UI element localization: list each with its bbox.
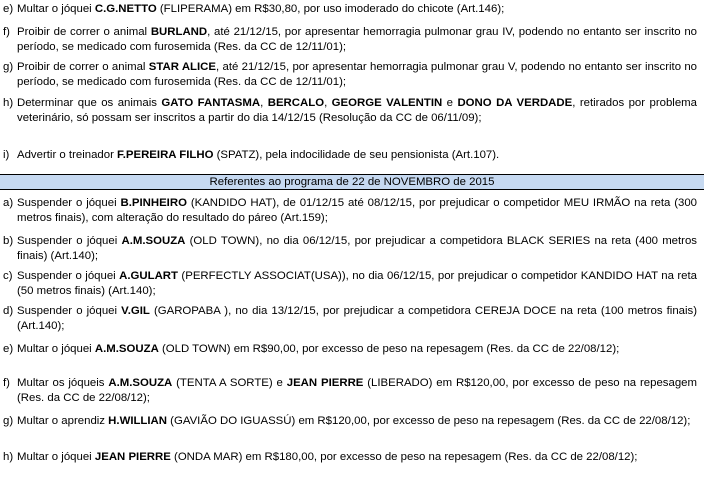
item-marker: i) (3, 149, 10, 161)
text-segment: (PERFECTLY ASSOCIAT(USA)), no dia 06/12/15, por prejudicar o competidor KANDIDO HAT na reta (50 metros finais) (Art.140); (17, 270, 698, 297)
item-text (17, 269, 697, 299)
text-segment: Suspender o jóquei (17, 270, 120, 282)
text-segment: Suspender o jóquei (17, 197, 121, 209)
text-segment: Multar o aprendiz (17, 415, 109, 427)
item-marker: h) (3, 451, 14, 463)
item-after-a (3, 196, 697, 226)
bold-name: JEAN PIERRE (94, 451, 171, 463)
item-marker: h) (3, 97, 14, 109)
text-segment: , (324, 97, 332, 109)
text-segment: (GAVIÃO DO IGUASSÚ) em R$120,00, por excesso de peso na repesagem (Res. da CC de 22/08/12); (167, 415, 691, 427)
item-text (17, 414, 697, 429)
text-segment: , até 21/12/15, por apresentar hemorragia pulmonar grau V, podendo no entanto ser inscrito no período, se medicado com furosemida (Res. da CC de 12/11/01); (17, 61, 698, 88)
item-text (17, 376, 697, 406)
item-after-c (3, 269, 697, 299)
text-segment: Multar o jóquei (17, 451, 95, 463)
text-segment: Advertir o treinador (17, 149, 118, 161)
text-segment: (FLIPERAMA) em R$30,80, por uso imoderado do chicote (Art.146); (156, 3, 505, 15)
item-before-i (3, 148, 697, 163)
item-marker: f) (3, 377, 10, 389)
bold-name: GEORGE VALENTIN (331, 97, 443, 109)
item-text (17, 25, 697, 55)
item-marker: c) (3, 270, 13, 282)
item-text (17, 96, 697, 126)
item-marker: e) (3, 3, 14, 15)
item-marker: a) (3, 197, 14, 209)
item-marker: g) (3, 415, 14, 427)
text-segment: Suspender o jóquei (17, 305, 122, 317)
bold-name: V.GIL (121, 305, 150, 317)
text-segment: Suspender o jóquei (17, 235, 122, 247)
text-segment: Multar o jóquei (17, 3, 95, 15)
text-segment: Determinar que os animais (17, 97, 162, 109)
bold-name: DONO DA VERDADE (457, 97, 573, 109)
bold-name: F.PEREIRA FILHO (117, 149, 214, 161)
item-after-e (3, 342, 697, 357)
bold-name: BERCALO (267, 97, 325, 109)
bold-name: A.GULART (119, 270, 178, 282)
item-marker: b) (3, 235, 14, 247)
item-text (17, 2, 697, 17)
bold-name: C.G.NETTO (94, 3, 157, 15)
text-segment: Proibir de correr o animal (17, 26, 151, 38)
item-marker: d) (3, 305, 14, 317)
text-segment: Multar os jóqueis (17, 377, 109, 389)
bold-name: A.M.SOUZA (121, 235, 186, 247)
text-segment: , (260, 97, 268, 109)
text-segment: (SPATZ), pela indocilidade de seu pensionista (Art.107). (213, 149, 500, 161)
item-marker: f) (3, 26, 10, 38)
item-text (17, 148, 697, 163)
item-before-e (3, 2, 697, 17)
bold-name: A.M.SOUZA (94, 343, 159, 355)
text-segment: (LIBERADO) em R$120,00, por excesso de peso na repesagem (Res. da CC de 22/08/12); (17, 377, 697, 404)
text-segment: Multar o jóquei (17, 343, 95, 355)
text-segment: (KANDIDO HAT), de 01/12/15 até 08/12/15, por prejudicar o competidor MEU IRMÃO na reta (300 metros finais), com alteração do resultado do páreo (Art.159); (17, 197, 698, 224)
item-before-g (3, 60, 697, 90)
item-marker: g) (3, 61, 14, 73)
item-text (17, 60, 697, 90)
item-text (17, 304, 697, 334)
item-after-f (3, 376, 697, 406)
bold-name: A.M.SOUZA (108, 377, 173, 389)
text-segment: (TENTA A SORTE) e (172, 377, 287, 389)
text-segment: , até 21/12/15, por apresentar hemorragia pulmonar grau IV, podendo no entanto ser inscrito no período, se medicado com furosemida (Res. da CC de 12/11/01); (17, 26, 697, 53)
item-before-f (3, 25, 697, 55)
bold-name: STAR ALICE (148, 61, 217, 73)
bold-name: H.WILLIAN (108, 415, 168, 427)
item-text (17, 342, 697, 357)
text-segment: (GAROPABA ), no dia 13/12/15, por prejudicar a competidora CEREJA DOCE na reta (100 metros finais) (Art.140); (17, 305, 698, 332)
text-segment: (OLD TOWN), no dia 06/12/15, por prejudicar a competidora BLACK SERIES na reta (400 metros finais) (Art.140); (17, 235, 698, 262)
bold-name: B.PINHEIRO (120, 197, 187, 209)
bold-name: GATO FANTASMA (161, 97, 261, 109)
text-segment: Proibir de correr o animal (17, 61, 149, 73)
section-header: Referentes ao programa de 22 de NOVEMBRO de 2015 (0, 174, 704, 190)
bold-name: JEAN PIERRE (286, 377, 364, 389)
item-text (17, 234, 697, 264)
item-text (17, 450, 697, 465)
text-segment: e (442, 97, 458, 109)
bold-name: BURLAND (150, 26, 208, 38)
item-after-g (3, 414, 697, 429)
item-after-b (3, 234, 697, 264)
item-text (17, 196, 697, 226)
item-after-d (3, 304, 697, 334)
text-segment: (ONDA MAR) em R$180,00, por excesso de peso na repesagem (Res. da CC de 22/08/12); (170, 451, 638, 463)
text-segment: (OLD TOWN) em R$90,00, por excesso de peso na repesagem (Res. da CC de 22/08/12); (158, 343, 620, 355)
text-segment: , retirados por problema veterinário, só possam ser inscritos a partir do dia 14/12/15 (Resolução da CC de 06/11/09); (17, 97, 697, 124)
item-before-h (3, 96, 697, 126)
item-after-h (3, 450, 697, 465)
item-marker: e) (3, 343, 14, 355)
